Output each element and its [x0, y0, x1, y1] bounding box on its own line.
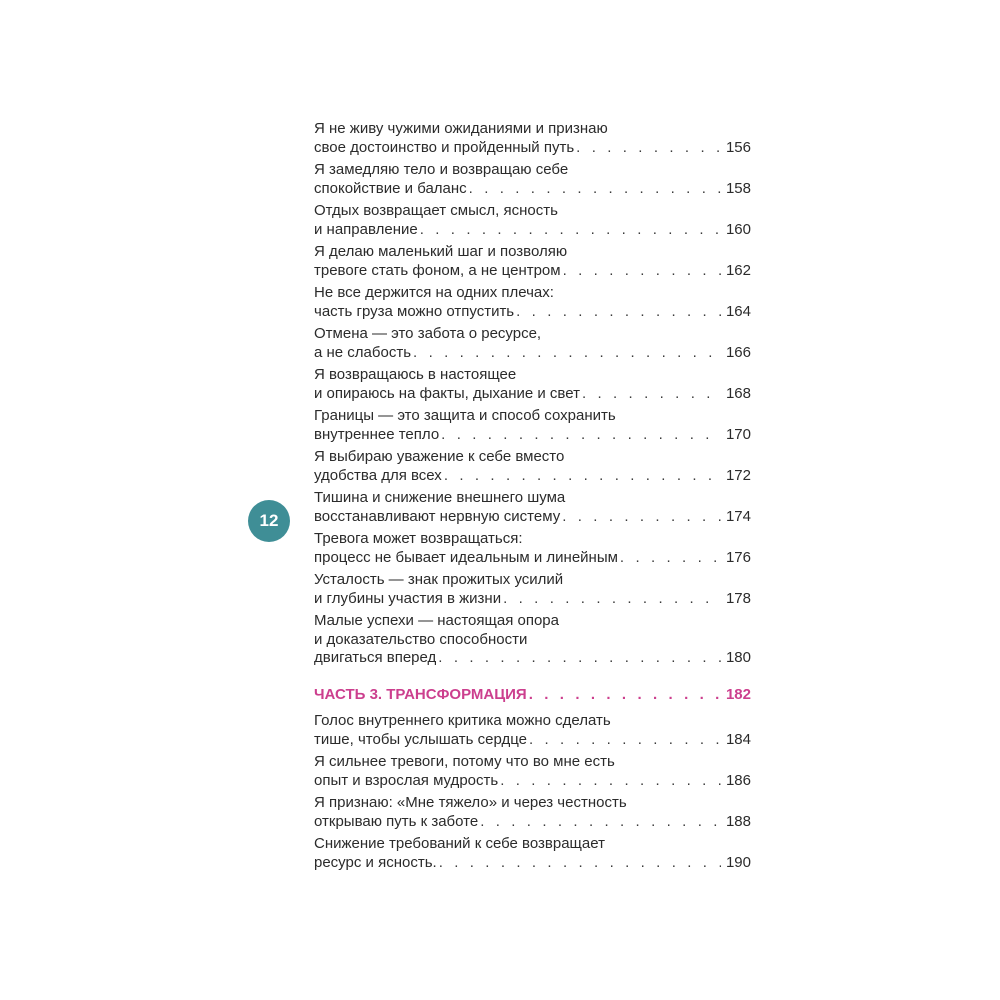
dot-leader [480, 813, 721, 832]
dot-leader [503, 590, 721, 609]
toc-entry-page-number: 166 [725, 343, 751, 361]
toc-entry-title-line: ресурс и ясность. [314, 853, 437, 871]
toc-entry-title-line: тревоге стать фоном, а не центром [314, 261, 561, 279]
page-number-badge: 12 [248, 500, 290, 542]
toc-entry[interactable] [314, 243, 751, 280]
toc-entry-page-number: 168 [725, 384, 751, 402]
dot-leader [439, 854, 721, 873]
dot-leader [516, 303, 721, 322]
toc-entry-page-number: 176 [725, 548, 751, 566]
toc-entry-page-number: 188 [725, 812, 751, 830]
part-title: ЧАСТЬ 3. ТРАНСФОРМАЦИЯ [314, 685, 527, 703]
toc-entry-title-line: внутреннее тепло [314, 425, 440, 443]
toc-entry-title-line: часть груза можно отпустить [314, 302, 515, 320]
toc-entry[interactable] [314, 712, 751, 749]
dot-leader [444, 467, 721, 486]
toc-entry[interactable] [314, 325, 751, 362]
toc-entry-title-line: открываю путь к заботе [314, 812, 479, 830]
toc-entry-title-line: Снижение требований к себе возвращает [314, 835, 605, 852]
dot-leader [576, 139, 721, 158]
dot-leader [562, 508, 721, 527]
dot-leader [413, 344, 721, 363]
toc-entry-title-line: Я сильнее тревоги, потому что во мне есть [314, 753, 615, 770]
toc-entry-page-number: 164 [725, 302, 751, 320]
toc-entry-title-line: удобства для всех [314, 466, 442, 484]
toc-entry-page-number: 160 [725, 220, 751, 238]
dot-leader [620, 549, 721, 568]
toc-entry-title-line: свое достоинство и пройденный путь [314, 138, 575, 156]
toc-entry-title-line: Малые успехи — настоящая опора [314, 612, 559, 629]
toc-entry[interactable] [314, 530, 751, 567]
toc-entry-title-line: Границы — это защита и способ сохранить [314, 407, 616, 424]
toc-entry[interactable] [314, 161, 751, 198]
toc-entry[interactable] [314, 794, 751, 831]
toc-entry-page-number: 158 [725, 179, 751, 197]
toc-entry-page-number: 184 [725, 730, 751, 748]
table-of-contents [314, 120, 751, 876]
toc-entry[interactable] [314, 571, 751, 608]
toc-entry-page-number: 170 [725, 425, 751, 443]
toc-entry[interactable] [314, 202, 751, 239]
toc-section-part3-entries [314, 712, 751, 872]
toc-entry-title-line: тише, чтобы услышать сердце [314, 730, 527, 748]
toc-entry[interactable] [314, 753, 751, 790]
toc-entry-title-line: спокойствие и баланс [314, 179, 467, 197]
toc-entry[interactable] [314, 612, 751, 668]
toc-entry-title-line: Тишина и снижение внешнего шума [314, 489, 566, 506]
toc-entry-title-line: Голос внутреннего критика можно сделать [314, 712, 611, 729]
toc-entry-title-line: и опираюсь на факты, дыхание и свет [314, 384, 580, 402]
toc-entry[interactable] [314, 448, 751, 485]
toc-entry-page-number: 186 [725, 771, 751, 789]
toc-entry[interactable] [314, 284, 751, 321]
toc-entry-page-number: 174 [725, 507, 751, 525]
toc-entry-title-line: и направление [314, 220, 418, 238]
dot-leader [529, 731, 721, 750]
toc-entry-title-line: процесс не бывает идеальным и линейным [314, 548, 618, 566]
part-page-number: 182 [725, 685, 751, 703]
toc-entry-title-line: Тревога может возвращаться: [314, 530, 523, 547]
toc-entry[interactable] [314, 407, 751, 444]
toc-entry-title-line: восстанавливают нервную систему [314, 507, 561, 525]
dot-leader [563, 262, 721, 281]
dot-leader [500, 772, 721, 791]
toc-entry-title-line: Я делаю маленький шаг и позволяю [314, 243, 568, 260]
toc-entry-title-line: Я выбираю уважение к себе вместо [314, 448, 565, 465]
toc-entry-title-line: а не слабость [314, 343, 412, 361]
toc-entry-title-line: и доказательство способности [314, 630, 528, 648]
dot-leader [441, 426, 721, 445]
toc-entry-page-number: 178 [725, 589, 751, 607]
toc-entry-title-line: и глубины участия в жизни [314, 589, 502, 607]
dot-leader [438, 649, 721, 668]
toc-part-heading[interactable] [314, 686, 751, 705]
toc-entry-page-number: 190 [725, 853, 751, 871]
toc-section-part2-entries [314, 120, 751, 668]
toc-entry-title-line: Я замедляю тело и возвращаю себе [314, 161, 569, 178]
toc-entry[interactable] [314, 120, 751, 157]
toc-entry-page-number: 156 [725, 138, 751, 156]
toc-entry-title-line: двигаться вперед [314, 649, 437, 666]
toc-entry-title-line: Отдых возвращает смысл, ясность [314, 202, 558, 219]
dot-leader [420, 221, 721, 240]
toc-entry-page-number: 180 [725, 649, 751, 666]
dot-leader [529, 686, 721, 705]
toc-entry-page-number: 162 [725, 261, 751, 279]
toc-entry-title-line: Отмена — это забота о ресурсе, [314, 325, 542, 342]
toc-entry-page-number: 172 [725, 466, 751, 484]
toc-entry-title-line: Я не живу чужими ожиданиями и признаю [314, 120, 608, 137]
toc-entry[interactable] [314, 489, 751, 526]
toc-entry-title-line: Не все держится на одних плечах: [314, 284, 554, 301]
toc-entry-title-line: Я признаю: «Мне тяжело» и через честность [314, 794, 627, 811]
toc-entry-title-line: опыт и взрослая мудрость [314, 771, 499, 789]
dot-leader [582, 385, 721, 404]
toc-entry-title-line: Я возвращаюсь в настоящее [314, 366, 517, 383]
dot-leader [469, 180, 721, 199]
toc-entry[interactable] [314, 835, 751, 872]
toc-entry[interactable] [314, 366, 751, 403]
toc-entry-title-line: Усталость — знак прожитых усилий [314, 571, 564, 588]
